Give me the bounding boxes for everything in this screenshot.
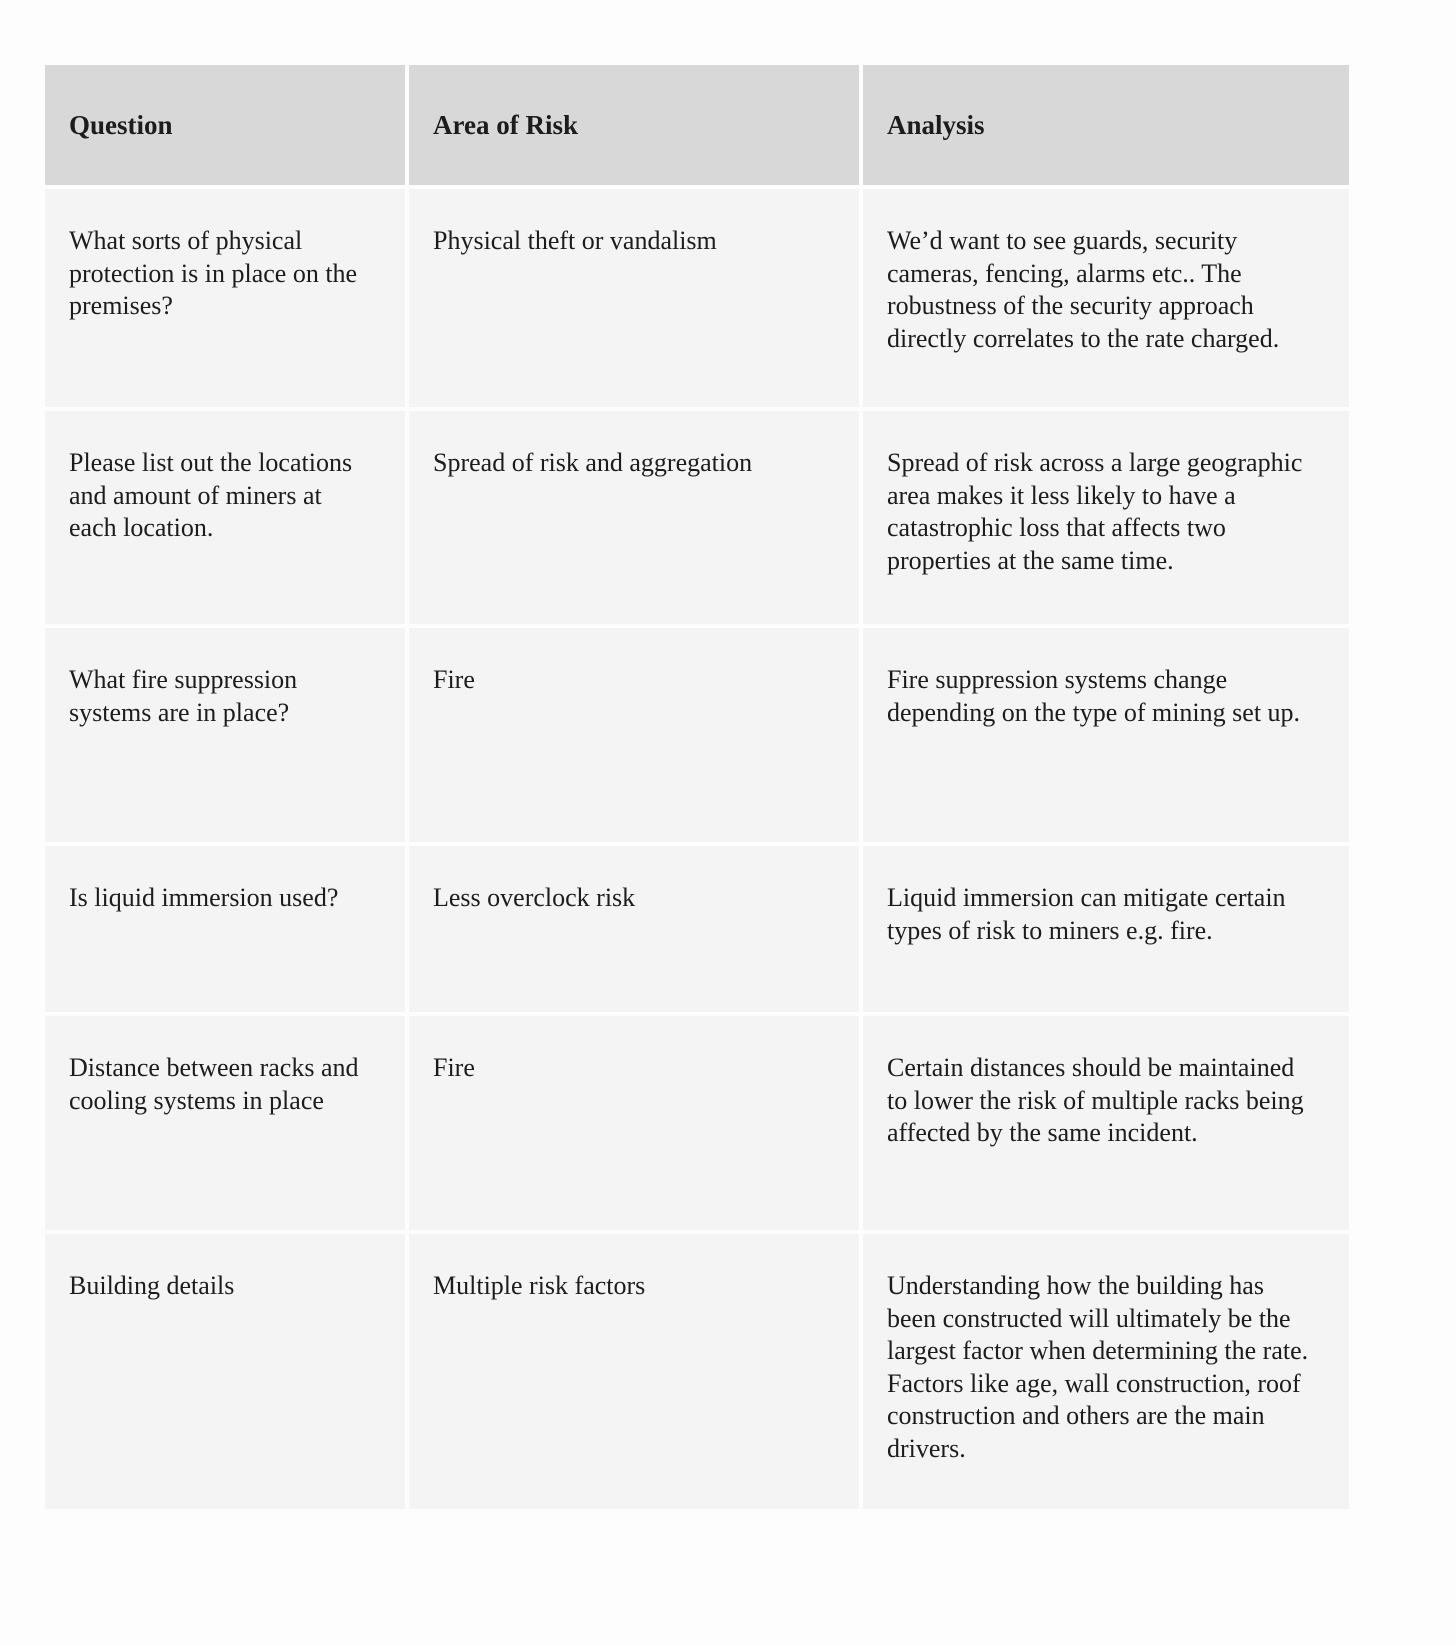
analysis-cell: Certain distances should be maintained to lower the risk of multiple racks being affected by the same incident. <box>863 1016 1349 1230</box>
question-cell: Building details <box>45 1234 405 1509</box>
column-header-area-of-risk: Area of Risk <box>409 65 859 185</box>
column-header-question: Question <box>45 65 405 185</box>
area-of-risk-cell: Physical theft or vandalism <box>409 189 859 407</box>
question-cell: What fire suppression systems are in place? <box>45 628 405 842</box>
column-header-analysis: Analysis <box>863 65 1349 185</box>
area-of-risk-cell: Less overclock risk <box>409 846 859 1012</box>
analysis-cell: We’d want to see guards, security cameras, fencing, alarms etc.. The robustness of the security approach directly correlates to the rate charged. <box>863 189 1349 407</box>
question-cell: Distance between racks and cooling systems in place <box>45 1016 405 1230</box>
question-cell: Please list out the locations and amount of miners at each location. <box>45 411 405 624</box>
analysis-cell: Liquid immersion can mitigate certain types of risk to miners e.g. fire. <box>863 846 1349 1012</box>
area-of-risk-cell: Fire <box>409 628 859 842</box>
area-of-risk-cell: Spread of risk and aggregation <box>409 411 859 624</box>
question-cell: What sorts of physical protection is in place on the premises? <box>45 189 405 407</box>
area-of-risk-cell: Fire <box>409 1016 859 1230</box>
question-cell: Is liquid immersion used? <box>45 846 405 1012</box>
analysis-cell: Spread of risk across a large geographic area makes it less likely to have a catastrophic loss that affects two properties at the same time. <box>863 411 1349 624</box>
analysis-cell: Fire suppression systems change depending on the type of mining set up. <box>863 628 1349 842</box>
risk-analysis-table <box>45 65 1349 1509</box>
analysis-cell: Understanding how the building has been constructed will ultimately be the largest factor when determining the rate. Factors like age, wall construction, roof construction and others are the main drivers. <box>863 1234 1349 1509</box>
area-of-risk-cell: Multiple risk factors <box>409 1234 859 1509</box>
